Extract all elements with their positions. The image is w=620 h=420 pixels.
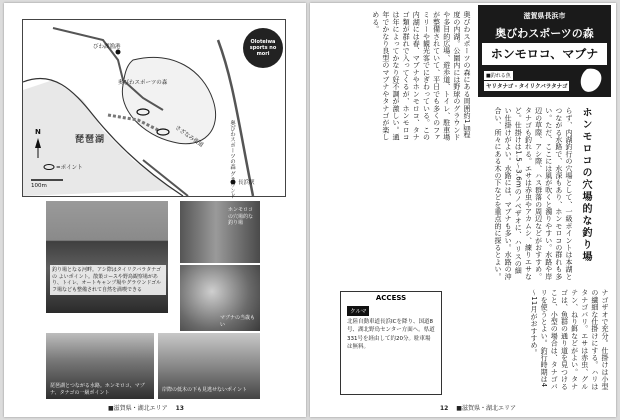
photo-channel [46,333,154,399]
right-folio [440,403,516,412]
title-extra-fish: ヤリタナゴ・タイリクバラタナゴ [484,81,569,91]
right-page-number: 12 [440,405,449,412]
caption-fishing-spot: ホンモロコの穴場的な釣り場 [228,207,254,226]
title-prefecture: 滋賀県長浜市 [523,12,566,20]
map-badge: Oloteiwa sports no mori [243,28,283,68]
map-label-ground: 奥びわスポーツの森 グラウンド [229,120,235,199]
photo-fish [180,265,260,331]
access-text: 北陸自動車道長浜ICを降り、国道8号、湖北野鳥センター方面へ。県道331号を経由して約20分。駐車場は無料。 [347,319,435,350]
left-folio [108,403,184,412]
photo-shrubs [158,333,260,399]
access-box [340,291,442,395]
left-folio-area: ■滋賀県・湖北エリア [108,405,168,412]
shiga-map-icon [577,67,607,95]
section-heading: ホンモロコの穴場的な釣り場 [580,107,591,263]
intro-text: 奥びわスポーツの森にある周囲約1㎞程度の内湖。公園内には野球のグラウンドや多目的広場、遊歩道、トイレ、駐車場が整備されていて、平日でも多くのファミリーや観光客でにぎわっている。この内湖には春、マブナやホンモロコ、タナゴ類が群れで入ってくるが、ホンモロコは年によってかなり好不調が激しい。通年でかなり良型のマブナやタナゴが楽しめる。 [371,11,471,141]
left-page-number: 13 [175,405,184,412]
closing-text: ナゴザオで充分。仕掛けは小型の繊細な仕掛けにする。ハリはタナゴバリ。エサは赤虫、グルテン、ねり餌などがよい。タナゴは、魚群の通り道を見つけること、小型の場合は、タナゴバリを使うとよい。釣行時期は4～11月がおすすめ。 [530,289,609,390]
map-label-road: さざなみ街道 [173,124,205,149]
right-folio-area: ■滋賀県・湖北エリア [456,405,516,412]
photo-pond [46,201,168,313]
map-label-lake: 琵琶湖 [75,135,106,145]
title-season-label: ■釣れる魚 [486,73,511,79]
area-map [22,19,286,197]
map-label-forest-park: 奥びわスポーツの森 [118,80,168,86]
caption-channel: 琵琶湖とつながる水路。ホンモロコ、マブナ、タナゴの一級ポイント [50,383,145,396]
left-page [4,3,306,417]
access-title: ACCESS [375,294,407,302]
title-box [478,5,611,97]
title-fish: ホンモロコ、マブナ [482,43,607,65]
map-label-fishing-station: びわ湖漁港 [93,44,121,50]
caption-fish: マブナの当歳もい [220,315,256,328]
caption-shrubs: 岸際の低木の下も見逃せないポイント [162,387,248,393]
north-label: N [35,128,41,136]
scale-label: 100m [31,183,47,189]
legend-point-label: =ポイント [56,165,83,171]
access-car-label: クルマ [347,306,369,316]
caption-pond: 釣り場となる河畔。アシ際はタイリクバラタナゴの よいポイント。散策コースや野鳥観察場があり、トイレ、オートキャンプ場やグラウンドゴルフ場なども整備されて自然を満喫できる [50,265,166,295]
photo-fishing-spot [180,201,260,263]
right-page [310,3,616,417]
title-place: 奥びわスポーツの森 [495,27,594,40]
main-text: らず、内湖釣行の穴場として、一級ポイントは本湖とつながる水路で、水深もあり、ホンモロコの群れも多い。ただ、ここには風が吹くと濁りやすい。水路や岸辺の草際、アシ際、ハス群落の周辺などがおすすめ。タナゴも釣れる。エサは赤虫やアカムシ、練りエサなど。仕掛けは1.5～3.6mのノベザオに、ハリスの細い仕掛けがよい。水路には、マブナも多い。水路の沖合い、所々にある木の下などを重点的に探るとよい。 [494,107,573,280]
map-label-station: 長浜駅 [238,180,255,186]
